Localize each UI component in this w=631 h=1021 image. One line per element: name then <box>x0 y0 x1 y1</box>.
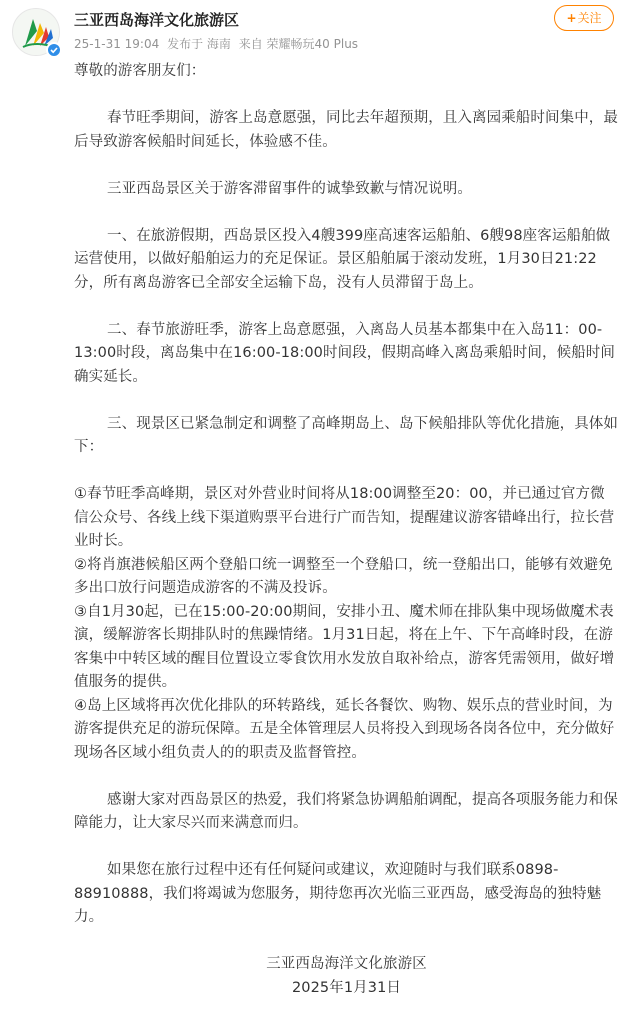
post-location: 发布于 海南 <box>167 37 231 51</box>
paragraph-section-2: 二、春节旅游旺季，游客上岛意愿强，入离岛人员基本都集中在入岛11：00-13:00时段，离岛集中在16:00-18:00时间段，假期高峰入离岛乘船时间，候船时间确实延长。 <box>74 321 615 385</box>
plus-icon: + <box>566 11 577 25</box>
avatar[interactable] <box>12 8 60 56</box>
paragraph-thanks: 感谢大家对西岛景区的热爱，我们将紧急协调船舶调配，提高各项服务能力和保障能力，让大家尽兴而来满意而归。 <box>74 791 618 831</box>
verified-badge-icon <box>46 42 62 58</box>
greeting: 尊敬的游客朋友们： <box>74 63 206 79</box>
paragraph-contact: 如果您在旅行过程中还有任何疑问或建议，欢迎随时与我们联系0898-88910888，我们将竭诚为您服务，期待您再次光临三亚西岛，感受海岛的独特魅力。 <box>74 862 602 925</box>
paragraph-section-3: 三、现景区已紧急制定和调整了高峰期岛上、岛下候船排队等优化措施，具体如下： <box>74 415 618 455</box>
account-name[interactable]: 三亚西岛海洋文化旅游区 <box>74 11 240 29</box>
post-device[interactable]: 来自 荣耀畅玩40 Plus <box>238 37 359 51</box>
post-meta <box>74 35 362 52</box>
signature-date: 2025年1月31日 <box>291 979 402 996</box>
follow-button[interactable] <box>554 5 614 31</box>
list-item-3: ③自1月30起，已在15:00-20:00期间，安排小丑、魔术师在排队集中现场做魔术表演，缓解游客长期排队时的焦躁情绪。1月31日起，将在上午、下午高峰时段，在游客集中中转区域的醒目位置设立零食饮用水发放自取补给点，游客凭需领用，做好增值服务的提供。 <box>74 603 615 690</box>
list-item-2: ②将肖旗港候船区两个登船口统一调整至一个登船口，统一登船出口，能够有效避免多出口放行问题造成游客的不满及投诉。 <box>74 556 613 596</box>
list-item-1: ①春节旺季高峰期，景区对外营业时间将从18:00调整至20：00，并已通过官方微信公众号、各线上线下渠道购票平台进行广而告知，提醒建议游客错峰出行，拉长营业时长。 <box>74 486 615 549</box>
paragraph-intro: 春节旺季期间，游客上岛意愿强，同比去年超预期，且入离园乘船时间集中，最后导致游客候船时间延长，体验感不佳。 <box>74 110 618 150</box>
paragraph-section-1: 一、在旅游假期，西岛景区投入4艘399座高速客运船舶、6艘98座客运船舶做运营使用，以做好船舶运力的充足保证。景区船舶属于滚动发班，1月30日21:22分，所有离岛游客已全部安全运输下岛，没有人员滞留于岛上。 <box>74 227 611 291</box>
post-header <box>0 0 631 60</box>
follow-label: 关注 <box>577 11 602 25</box>
post-date[interactable]: 25-1-31 19:04 <box>74 37 160 51</box>
post-body <box>74 60 619 1000</box>
signature-org: 三亚西岛海洋文化旅游区 <box>266 956 427 972</box>
paragraph-title: 三亚西岛景区关于游客滞留事件的诚挚致歉与情况说明。 <box>107 180 472 197</box>
list-item-4: ④岛上区域将再次优化排队的环转路线，延长各餐饮、购物、娱乐点的营业时间，为游客提供充足的游玩保障。五是全体管理层人员将投入到现场各岗各位中，充分做好现场各区域小组负责人的的职责及监督管控。 <box>74 697 615 761</box>
